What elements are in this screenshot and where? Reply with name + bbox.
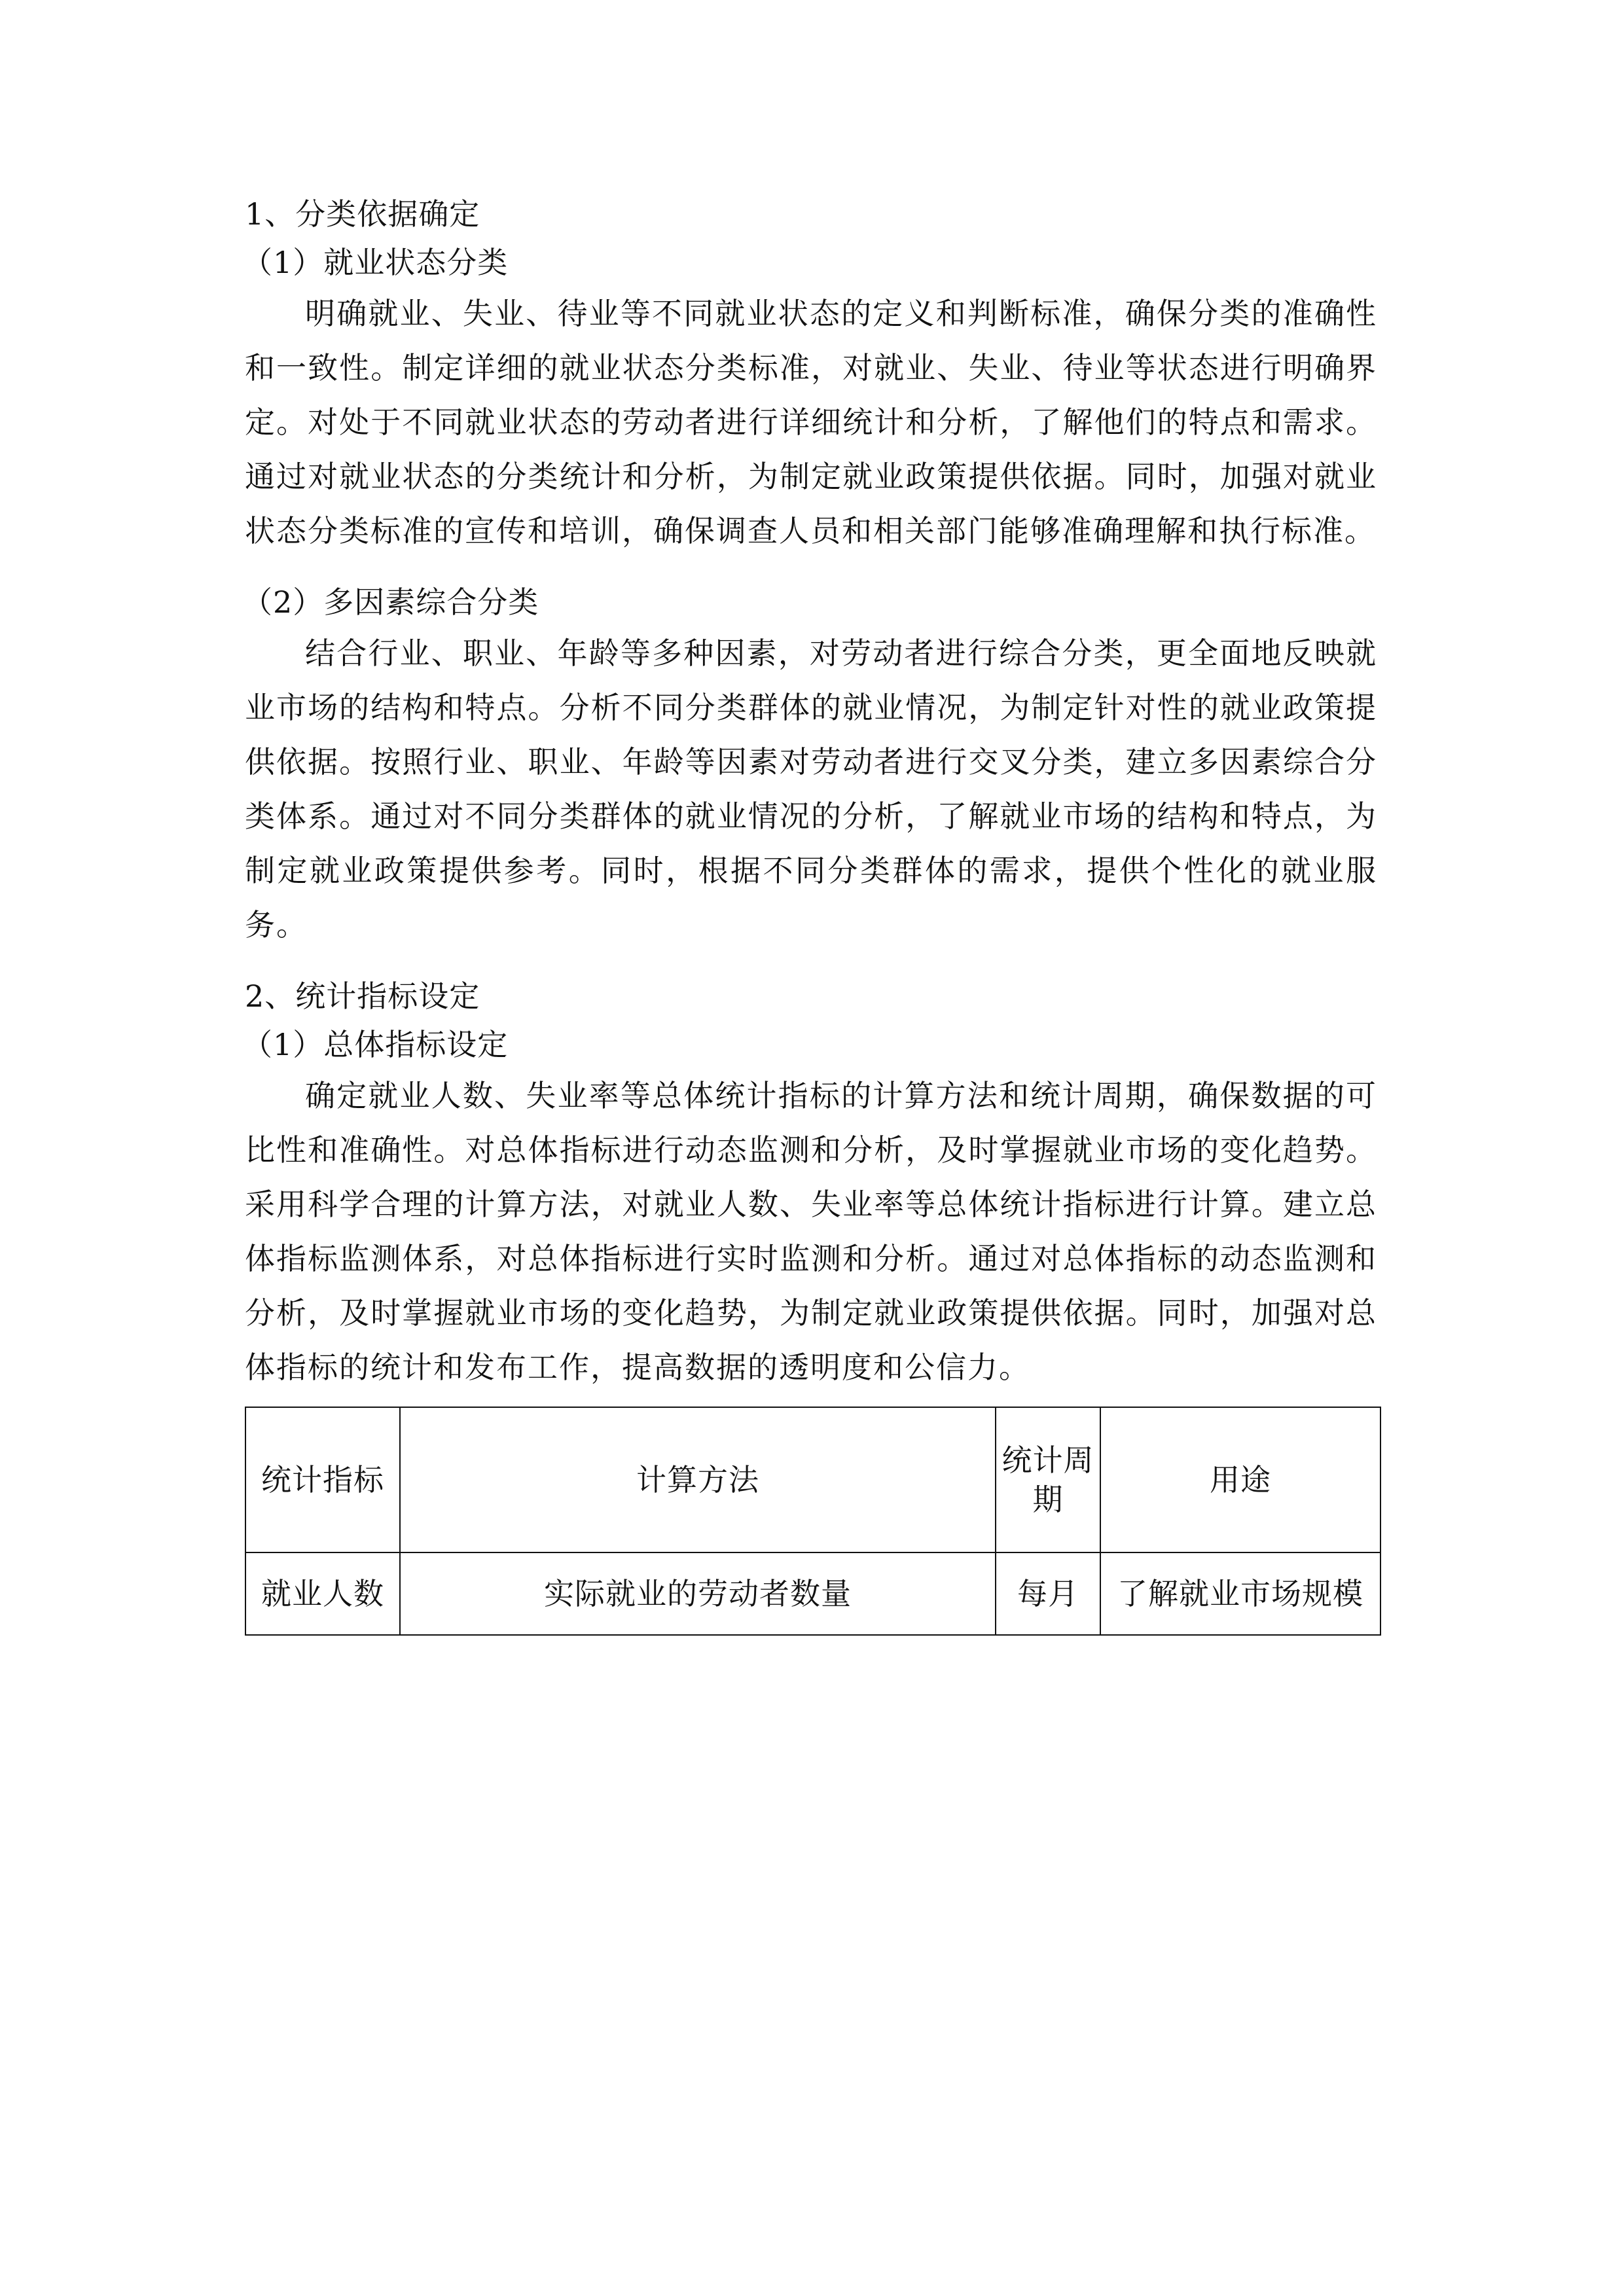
section-heading: 1、分类依据确定: [245, 196, 480, 232]
table-header-cell: 统计指标: [245, 1407, 400, 1552]
spacer: [245, 952, 1377, 972]
paragraph: 确定就业人数、失业率等总体统计指标的计算方法和统计周期，确保数据的可比性和准确性。对总体指标进行动态监测和分析，及时掌握就业市场的变化趋势。采用科学合理的计算方法，对就业人数、失业率等总体统计指标进行计算。建立总体指标监测体系，对总体指标进行实时监测和分析。通过对总体指标的动态监测和分析，及时掌握就业市场的变化趋势，为制定就业政策提供依据。同时，加强对总体指标的统计和发布工作，提高数据的透明度和公信力。: [245, 1078, 1377, 1385]
statistics-table: [245, 1407, 1381, 1636]
table-header-row: [245, 1407, 1380, 1552]
table-row: [245, 1552, 1380, 1635]
subsection-heading: （1）就业状态分类: [242, 245, 509, 280]
subsection-heading: （2）多因素综合分类: [242, 584, 539, 620]
table-header-cell: 用途: [1100, 1407, 1380, 1552]
table-cell: 了解就业市场规模: [1100, 1552, 1380, 1635]
table-cell: 每月: [996, 1552, 1100, 1635]
document-body: [242, 190, 1377, 1636]
table-cell: 实际就业的劳动者数量: [400, 1552, 996, 1635]
section-heading: 2、统计指标设定: [245, 978, 480, 1014]
table-cell: 就业人数: [245, 1552, 400, 1635]
table-header-cell: 计算方法: [400, 1407, 996, 1552]
subsection-heading: （1）总体指标设定: [242, 1027, 509, 1062]
spacer: [245, 558, 1377, 578]
paragraph: 结合行业、职业、年龄等多种因素，对劳动者进行综合分类，更全面地反映就业市场的结构和特点。分析不同分类群体的就业情况，为制定针对性的就业政策提供依据。按照行业、职业、年龄等因素对劳动者进行交叉分类，建立多因素综合分类体系。通过对不同分类群体的就业情况的分析，了解就业市场的结构和特点，为制定就业政策提供参考。同时，根据不同分类群体的需求，提供个性化的就业服务。: [245, 636, 1377, 942]
table-header-cell: 统计周期: [996, 1407, 1100, 1552]
paragraph: 明确就业、失业、待业等不同就业状态的定义和判断标准，确保分类的准确性和一致性。制定详细的就业状态分类标准，对就业、失业、待业等状态进行明确界定。对处于不同就业状态的劳动者进行详细统计和分析，了解他们的特点和需求。通过对就业状态的分类统计和分析，为制定就业政策提供依据。同时，加强对就业状态分类标准的宣传和培训，确保调查人员和相关部门能够准确理解和执行标准。: [245, 296, 1377, 548]
